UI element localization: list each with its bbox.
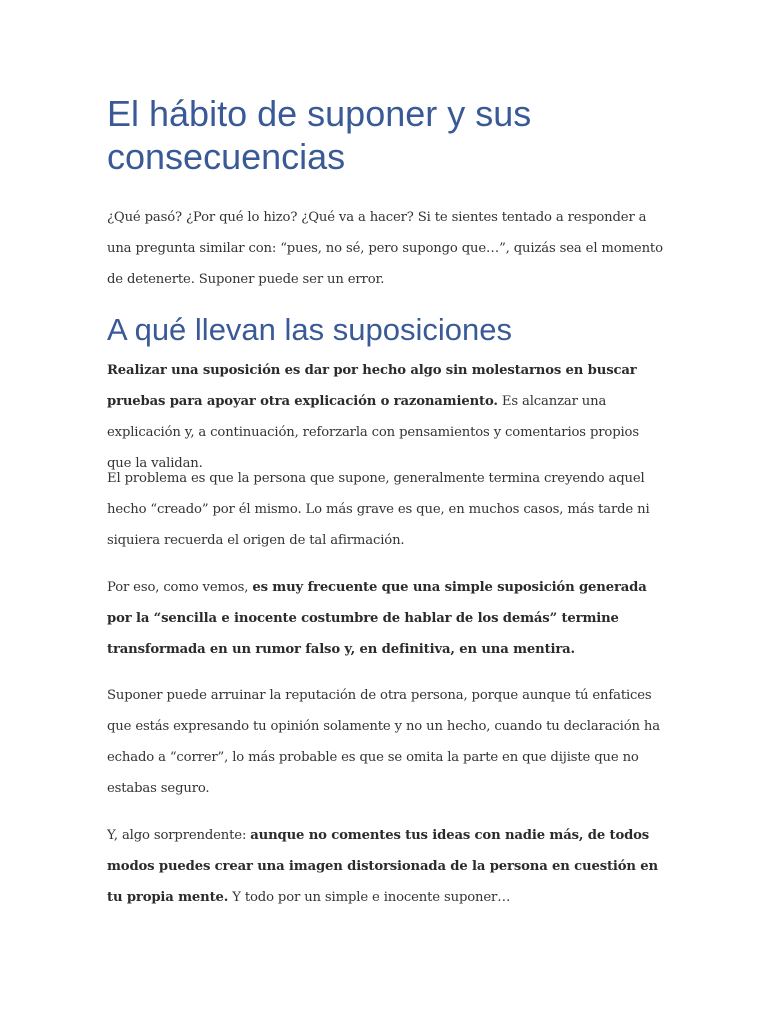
paragraph-4: Suponer puede arruinar la reputación de otra persona, porque aunque tú enfatices que estás expresando tu opinión solamente y no un hecho, cuando tu declaración ha echado a “correr”, lo más probable es que se omita la parte en que dijiste que no estabas seguro. [107, 688, 660, 796]
paragraph-5 [107, 820, 667, 913]
paragraph-5-bold: aunque no comentes tus ideas con nadie más, de todos modos puedes crear una imagen distorsionada de la persona en cuestión en tu propia mente. [107, 828, 658, 905]
intro-paragraph: ¿Qué pasó? ¿Por qué lo hizo? ¿Qué va a hacer? Si te sientes tentado a responder a una pregunta similar con: “pues, no sé, pero supongo que…”, quizás sea el momento de detenerte. Suponer puede ser un error. [107, 210, 663, 287]
paragraph-3 [107, 572, 667, 665]
section-heading: A qué llevan las suposiciones [107, 312, 512, 347]
paragraph-1-text: Es alcanzar una explicación y, a continuación, reforzarla con pensamientos y comentarios propios que la validan. [107, 394, 639, 471]
paragraph-2: El problema es que la persona que supone, generalmente termina creyendo aquel hecho “creado” por él mismo. Lo más grave es que, en muchos casos, más tarde ni siquiera recuerda el origen de tal afirmación. [107, 471, 650, 548]
paragraph-3-bold: es muy frecuente que una simple suposición generada por la “sencilla e inocente costumbre de hablar de los demás” termine transformada en un rumor falso y, en definitiva, en una mentira. [107, 580, 647, 657]
paragraph-3-text: Por eso, como vemos, [107, 580, 253, 595]
paragraph-5-text-b: Y todo por un simple e inocente suponer… [228, 890, 511, 905]
paragraph-1-bold: Realizar una suposición es dar por hecho algo sin molestarnos en buscar pruebas para apoyar otra explicación o razonamiento. [107, 363, 637, 409]
paragraph-1 [107, 355, 667, 479]
page-title: El hábito de suponer y sus consecuencias [107, 93, 532, 177]
paragraph-5-text-a: Y, algo sorprendente: [107, 828, 251, 843]
